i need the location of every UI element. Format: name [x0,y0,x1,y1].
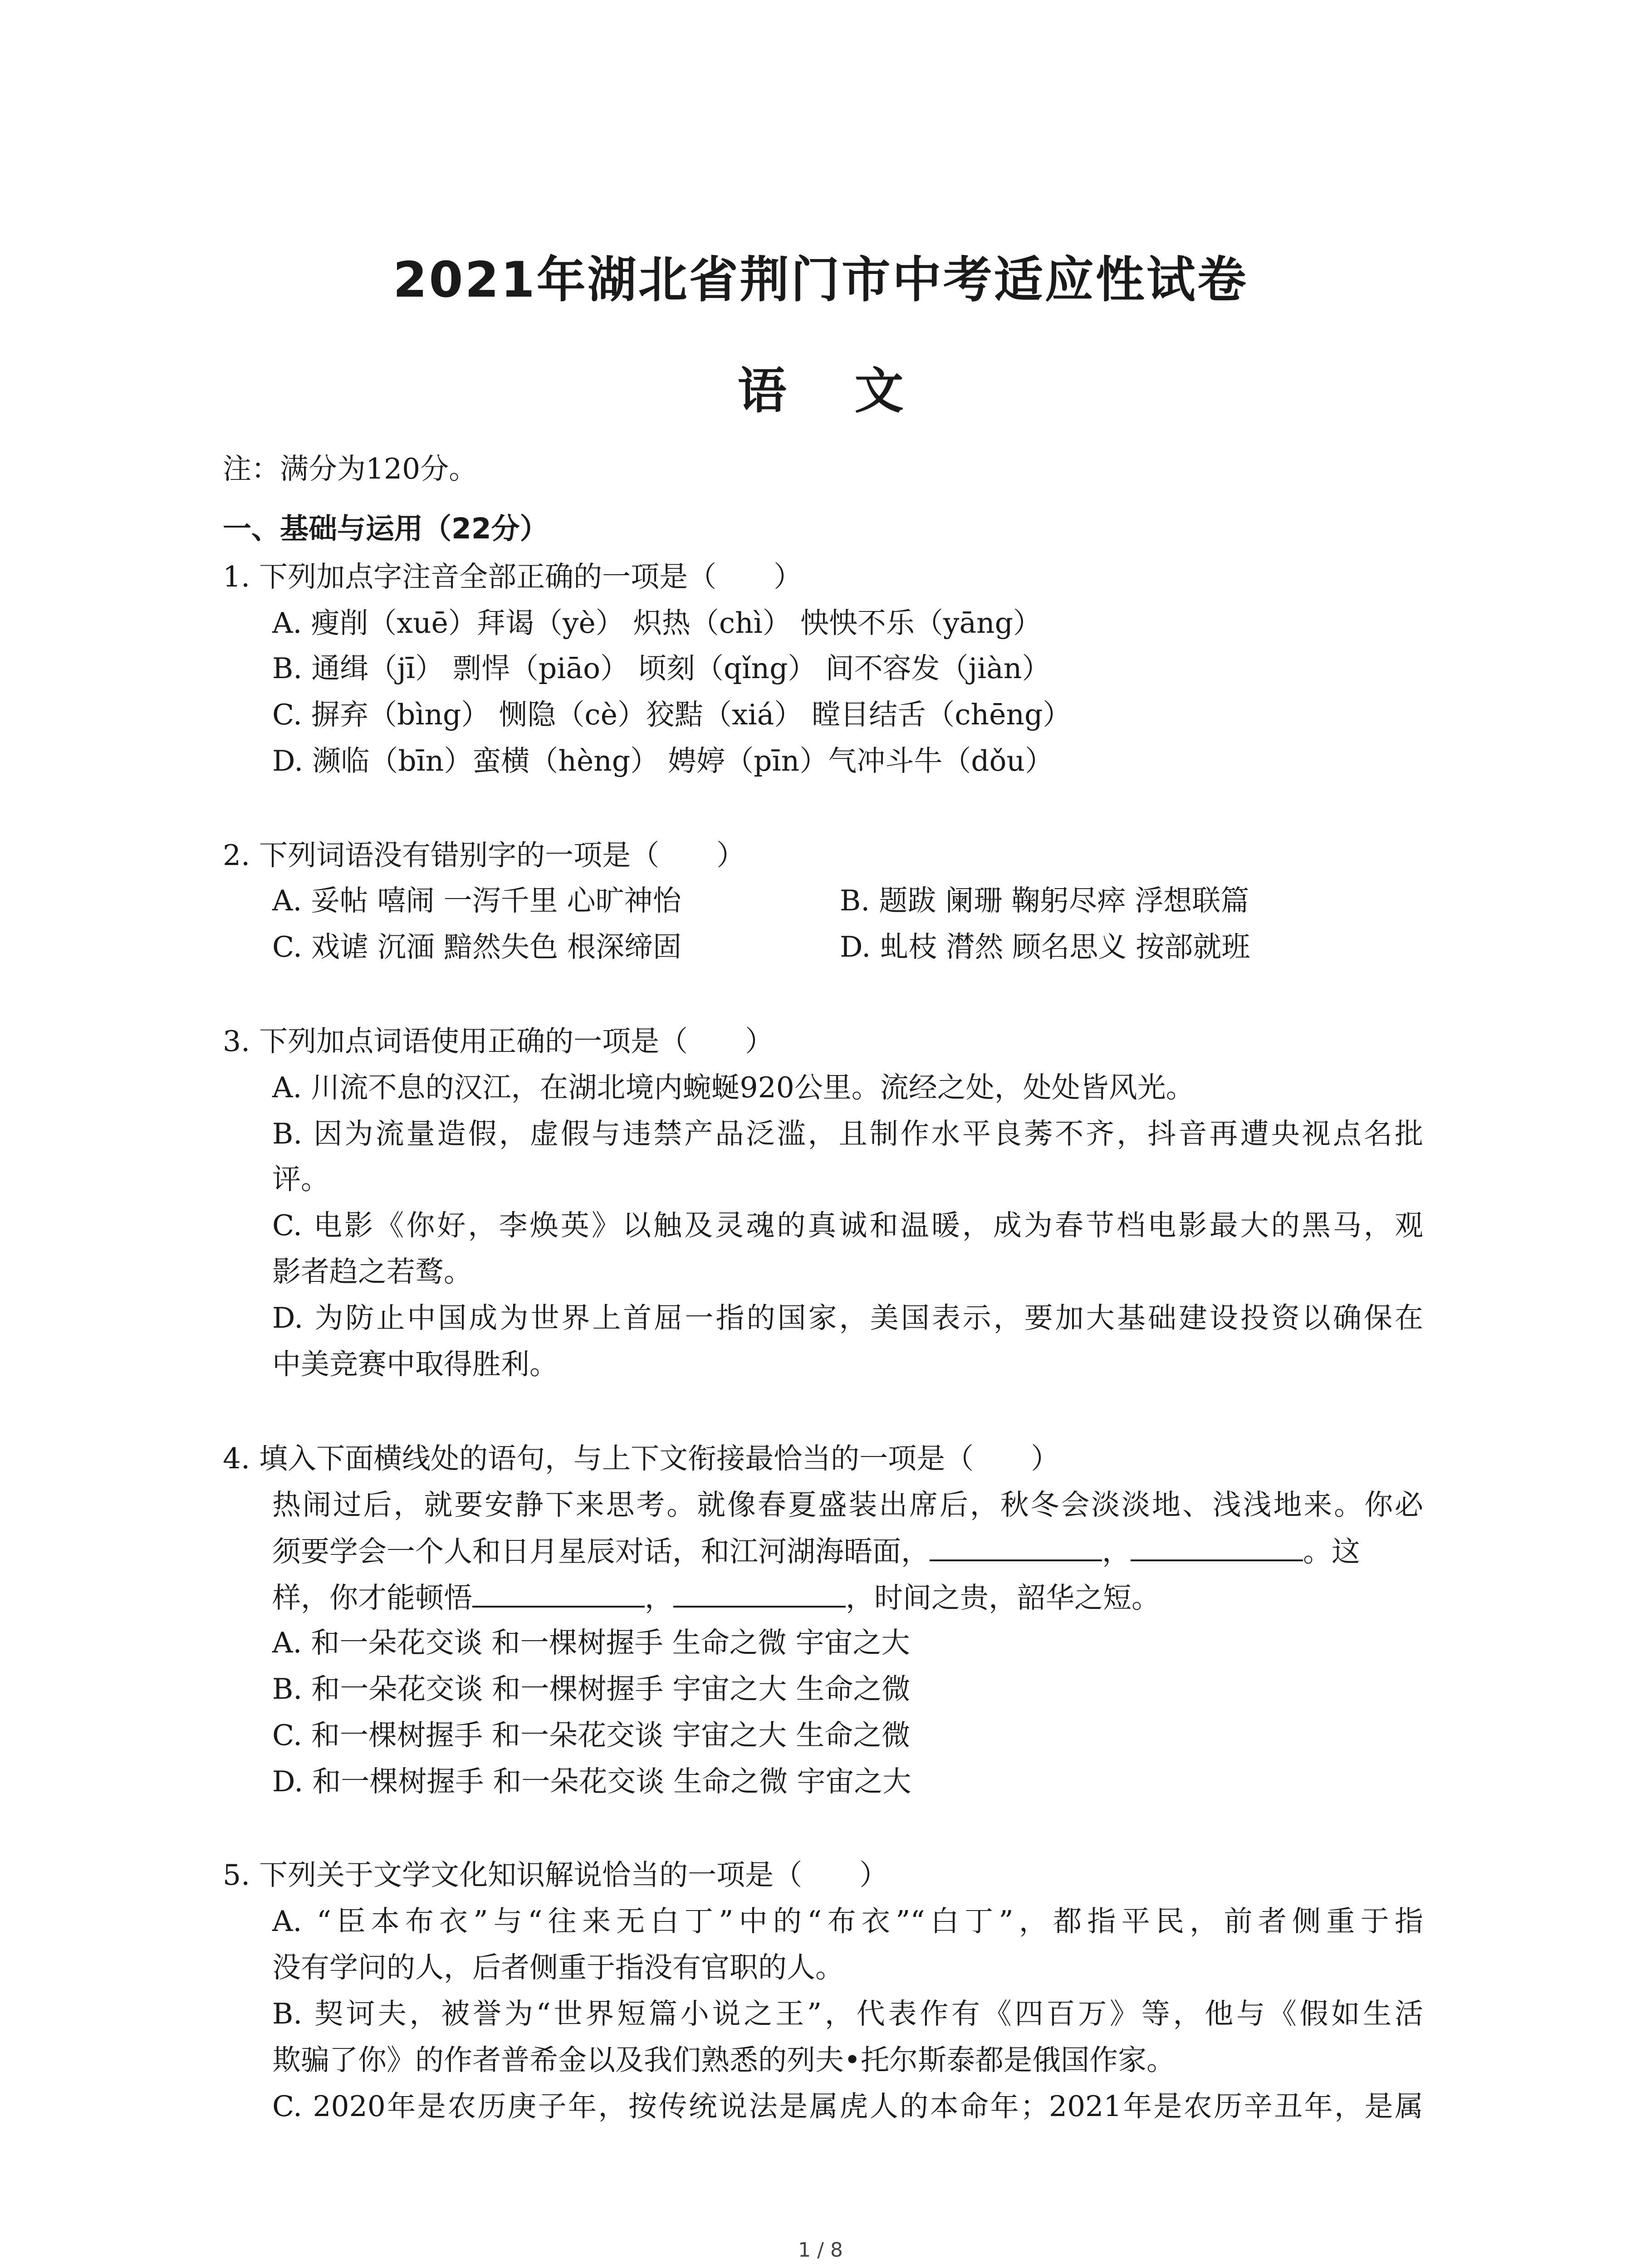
passage-text: 。这 [1303,1535,1360,1568]
question-1-option-b: B. 通缉（jī） 剽悍（piāo） 顷刻（qǐng） 间不容发（jiàn） [272,652,1051,685]
question-1-option-c: C. 摒弃（bìng） 恻隐（cè）狡黠（xiá） 瞠目结舌（chēng） [272,698,1072,731]
question-4-passage-line-1: 热闹过后，就要安静下来思考。就像春夏盛装出席后，秋冬会淡淡地、浅浅地来。你必 [272,1488,1423,1521]
question-4-option-d: D. 和一棵树握手 和一朵花交谈 生命之微 宇宙之大 [272,1765,911,1798]
question-3-option-a: A. 川流不息的汉江，在湖北境内蜿蜒920公里。流经之处，处处皆风光。 [272,1071,1195,1104]
passage-text: ，时间之贵，韶华之短。 [846,1581,1160,1614]
question-4-option-a: A. 和一朵花交谈 和一棵树握手 生命之微 宇宙之大 [272,1626,910,1659]
question-3-option-d-cont: 中美竞赛中取得胜利。 [272,1348,558,1381]
question-5-option-b-cont: 欺骗了你》的作者普希金以及我们熟悉的列夫•托尔斯泰都是俄国作家。 [272,2043,1176,2077]
question-2-stem: 2. 下列词语没有错别字的一项是（ ） [223,839,745,872]
page-number: 1 / 8 [798,2239,843,2262]
question-2-option-a: A. 妥帖 嘻闹 一泻千里 心旷神怡 [272,884,681,917]
question-3-option-c-cont: 影者趋之若鹜。 [272,1255,472,1288]
question-5-option-b: B. 契诃夫，被誉为“世界短篇小说之王”，代表作有《四百万》等，他与《假如生活 [272,1997,1423,2030]
question-4-passage-line-2 [272,1536,1360,1566]
question-2-option-d: D. 虬枝 潸然 顾名思义 按部就班 [840,930,1250,963]
subject-title: 语文 [737,363,972,420]
question-5-option-a-cont: 没有学问的人，后者侧重于指没有官职的人。 [272,1951,844,1984]
question-3-option-d: D. 为防止中国成为世界上首屈一指的国家，美国表示，要加大基础建设投资以确保在 [272,1301,1423,1334]
passage-text: 样，你才能顿悟 [272,1581,472,1614]
exam-title: 2021年湖北省荆门市中考适应性试卷 [393,252,1248,308]
fill-blank [930,1536,1102,1561]
question-5-option-c: C. 2020年是农历庚子年，按传统说法是属虎人的本命年；2021年是农历辛丑年，是属 [272,2090,1423,2123]
section-heading: 一、基础与运用（22分） [223,512,549,545]
question-1-stem: 1. 下列加点字注音全部正确的一项是（ ） [223,560,803,593]
passage-text: 须要学会一个人和日月星辰对话，和江河湖海晤面， [272,1535,930,1568]
fill-blank [472,1582,645,1608]
passage-text: ， [645,1581,673,1614]
question-3-stem: 3. 下列加点词语使用正确的一项是（ ） [223,1025,774,1058]
question-1-option-a: A. 瘦削（xuē）拜谒（yè） 炽热（chì） 怏怏不乐（yāng） [272,606,1042,640]
question-4-option-b: B. 和一朵花交谈 和一棵树握手 宇宙之大 生命之微 [272,1672,911,1706]
question-5-stem: 5. 下列关于文学文化知识解说恰当的一项是（ ） [223,1858,888,1892]
question-4-passage-line-3 [272,1582,1160,1612]
question-4-option-c: C. 和一棵树握手 和一朵花交谈 宇宙之大 生命之微 [272,1719,911,1752]
question-3-option-c: C. 电影《你好，李焕英》以触及灵魂的真诚和温暖，成为春节档电影最大的黑马，观 [272,1209,1423,1242]
fill-blank [1131,1536,1303,1561]
score-note: 注：满分为120分。 [223,452,478,485]
question-4-stem: 4. 填入下面横线处的语句，与上下文衔接最恰当的一项是（ ） [223,1442,1060,1475]
question-2-option-b: B. 题跋 阑珊 鞠躬尽瘁 浮想联篇 [840,884,1249,917]
question-5-option-a: A. “臣本布衣”与“往来无白丁”中的“布衣”“白丁”，都指平民，前者侧重于指 [272,1905,1423,1938]
fill-blank [673,1582,846,1608]
question-1-option-d: D. 濒临（bīn）蛮横（hèng） 娉婷（pīn）气冲斗牛（dǒu） [272,744,1054,777]
question-3-option-b-cont: 评。 [272,1163,329,1196]
passage-text: ， [1102,1535,1131,1568]
question-3-option-b: B. 因为流量造假，虚假与违禁产品泛滥，且制作水平良莠不齐，抖音再遭央视点名批 [272,1117,1423,1150]
question-2-option-c: C. 戏谑 沉湎 黯然失色 根深缔固 [272,930,682,963]
